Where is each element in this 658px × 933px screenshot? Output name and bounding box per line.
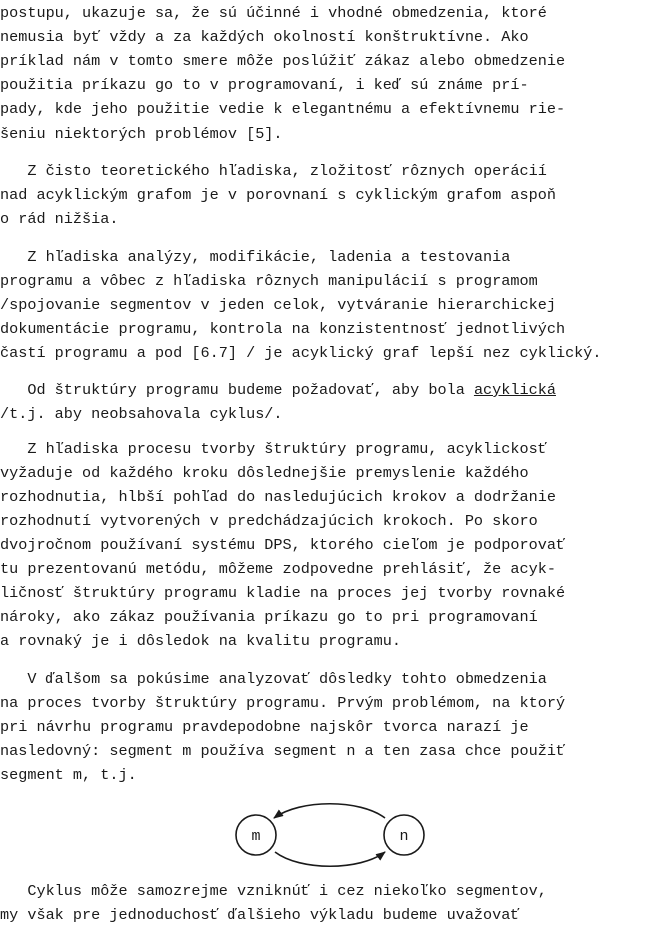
text-line: a rovnaký je i dôsledok na kvalitu programu. [0,632,402,650]
text-line: vyžaduje od každého kroku dôslednejšie premyslenie každého [0,464,529,482]
text-line: nasledovný: segment m používa segment n a ten zasa chce použiť [0,742,566,760]
text-line: /t.j. aby neobsahovala cyklus/. [0,405,283,423]
text-line: Z hľadiska analýzy, modifikácie, ladenia a testovania [0,248,511,266]
text-line: Z čisto teoretického hľadiska, zložitosť rôznych operácií [0,162,547,180]
text-line: rozhodnutia, hlbší pohľad do nasledujúcich krokov a dodržanie [0,488,556,506]
node-n [384,815,424,855]
text-line: nad acyklickým grafom je v porovnaní s cyklickým grafom aspoň [0,186,556,204]
text-line: ličnosť štruktúry programu kladie na proces jej tvorby rovnaké [0,584,566,602]
text-line: nároky, ako zákaz používania príkazu go to pri programovaní [0,608,538,626]
text-line: pri návrhu programu pravdepodobne najskôr tvorca narazí je [0,718,529,736]
text-line [0,381,556,399]
node-label-n: n [399,828,409,845]
text-line: V ďalšom sa pokúsime analyzovať dôsledky tohto obmedzenia [0,670,547,688]
underlined-word: acyklická [473,381,556,399]
text-line: o rád nižšia. [0,210,119,228]
text-line: segment m, t.j. [0,766,137,784]
text-line: príklad nám v tomto smere môže poslúžiť zákaz alebo obmedzenie [0,52,566,70]
text-line: Z hľadiska procesu tvorby štruktúry programu, acyklickosť [0,440,547,458]
text-line: my však pre jednoduchosť ďalšieho výkladu budeme uvažovať [0,906,520,924]
text-line: programu a vôbec z hľadiska rôznych manipulácií s programom [0,272,538,290]
text-line: dvojročnom používaní systému DPS, ktorého cieľom je podporovať [0,536,566,554]
arrow-n-to-m [274,804,385,818]
cycle-diagram [220,795,440,875]
text-line: nemusia byť vždy a za každých okolností konštruktívne. Ako [0,28,529,46]
node-label-m: m [251,828,261,845]
node-m [236,815,276,855]
text-fragment: Od štruktúry programu budeme požadovať, aby bola [0,381,474,399]
text-line: rozhodnutí vytvorených v predchádzajúcich krokoch. Po skoro [0,512,538,530]
text-line: použitia príkazu go to v programovaní, i keď sú známe prí- [0,76,529,94]
text-line: Cyklus môže samozrejme vzniknúť i cez niekoľko segmentov, [0,882,547,900]
text-line: /spojovanie segmentov v jeden celok, vytváranie hierarchickej [0,296,556,314]
text-line: dokumentácie programu, kontrola na konzistentnosť jednotlivých [0,320,566,338]
text-line: tu prezentovanú metódu, môžeme zodpovedne prehlásiť, že acyk- [0,560,556,578]
arrow-m-to-n [275,852,385,866]
text-line: šeniu niektorých problémov [5]. [0,125,283,143]
text-line: častí programu a pod [6.7] / je acyklický graf lepší nez cyklický. [0,344,602,362]
text-line: pady, kde jeho použitie vedie k elegantnému a efektívnemu rie- [0,100,566,118]
text-line: postupu, ukazuje sa, že sú účinné i vhodné obmedzenia, ktoré [0,4,547,22]
text-line: na proces tvorby štruktúry programu. Prvým problémom, na ktorý [0,694,566,712]
